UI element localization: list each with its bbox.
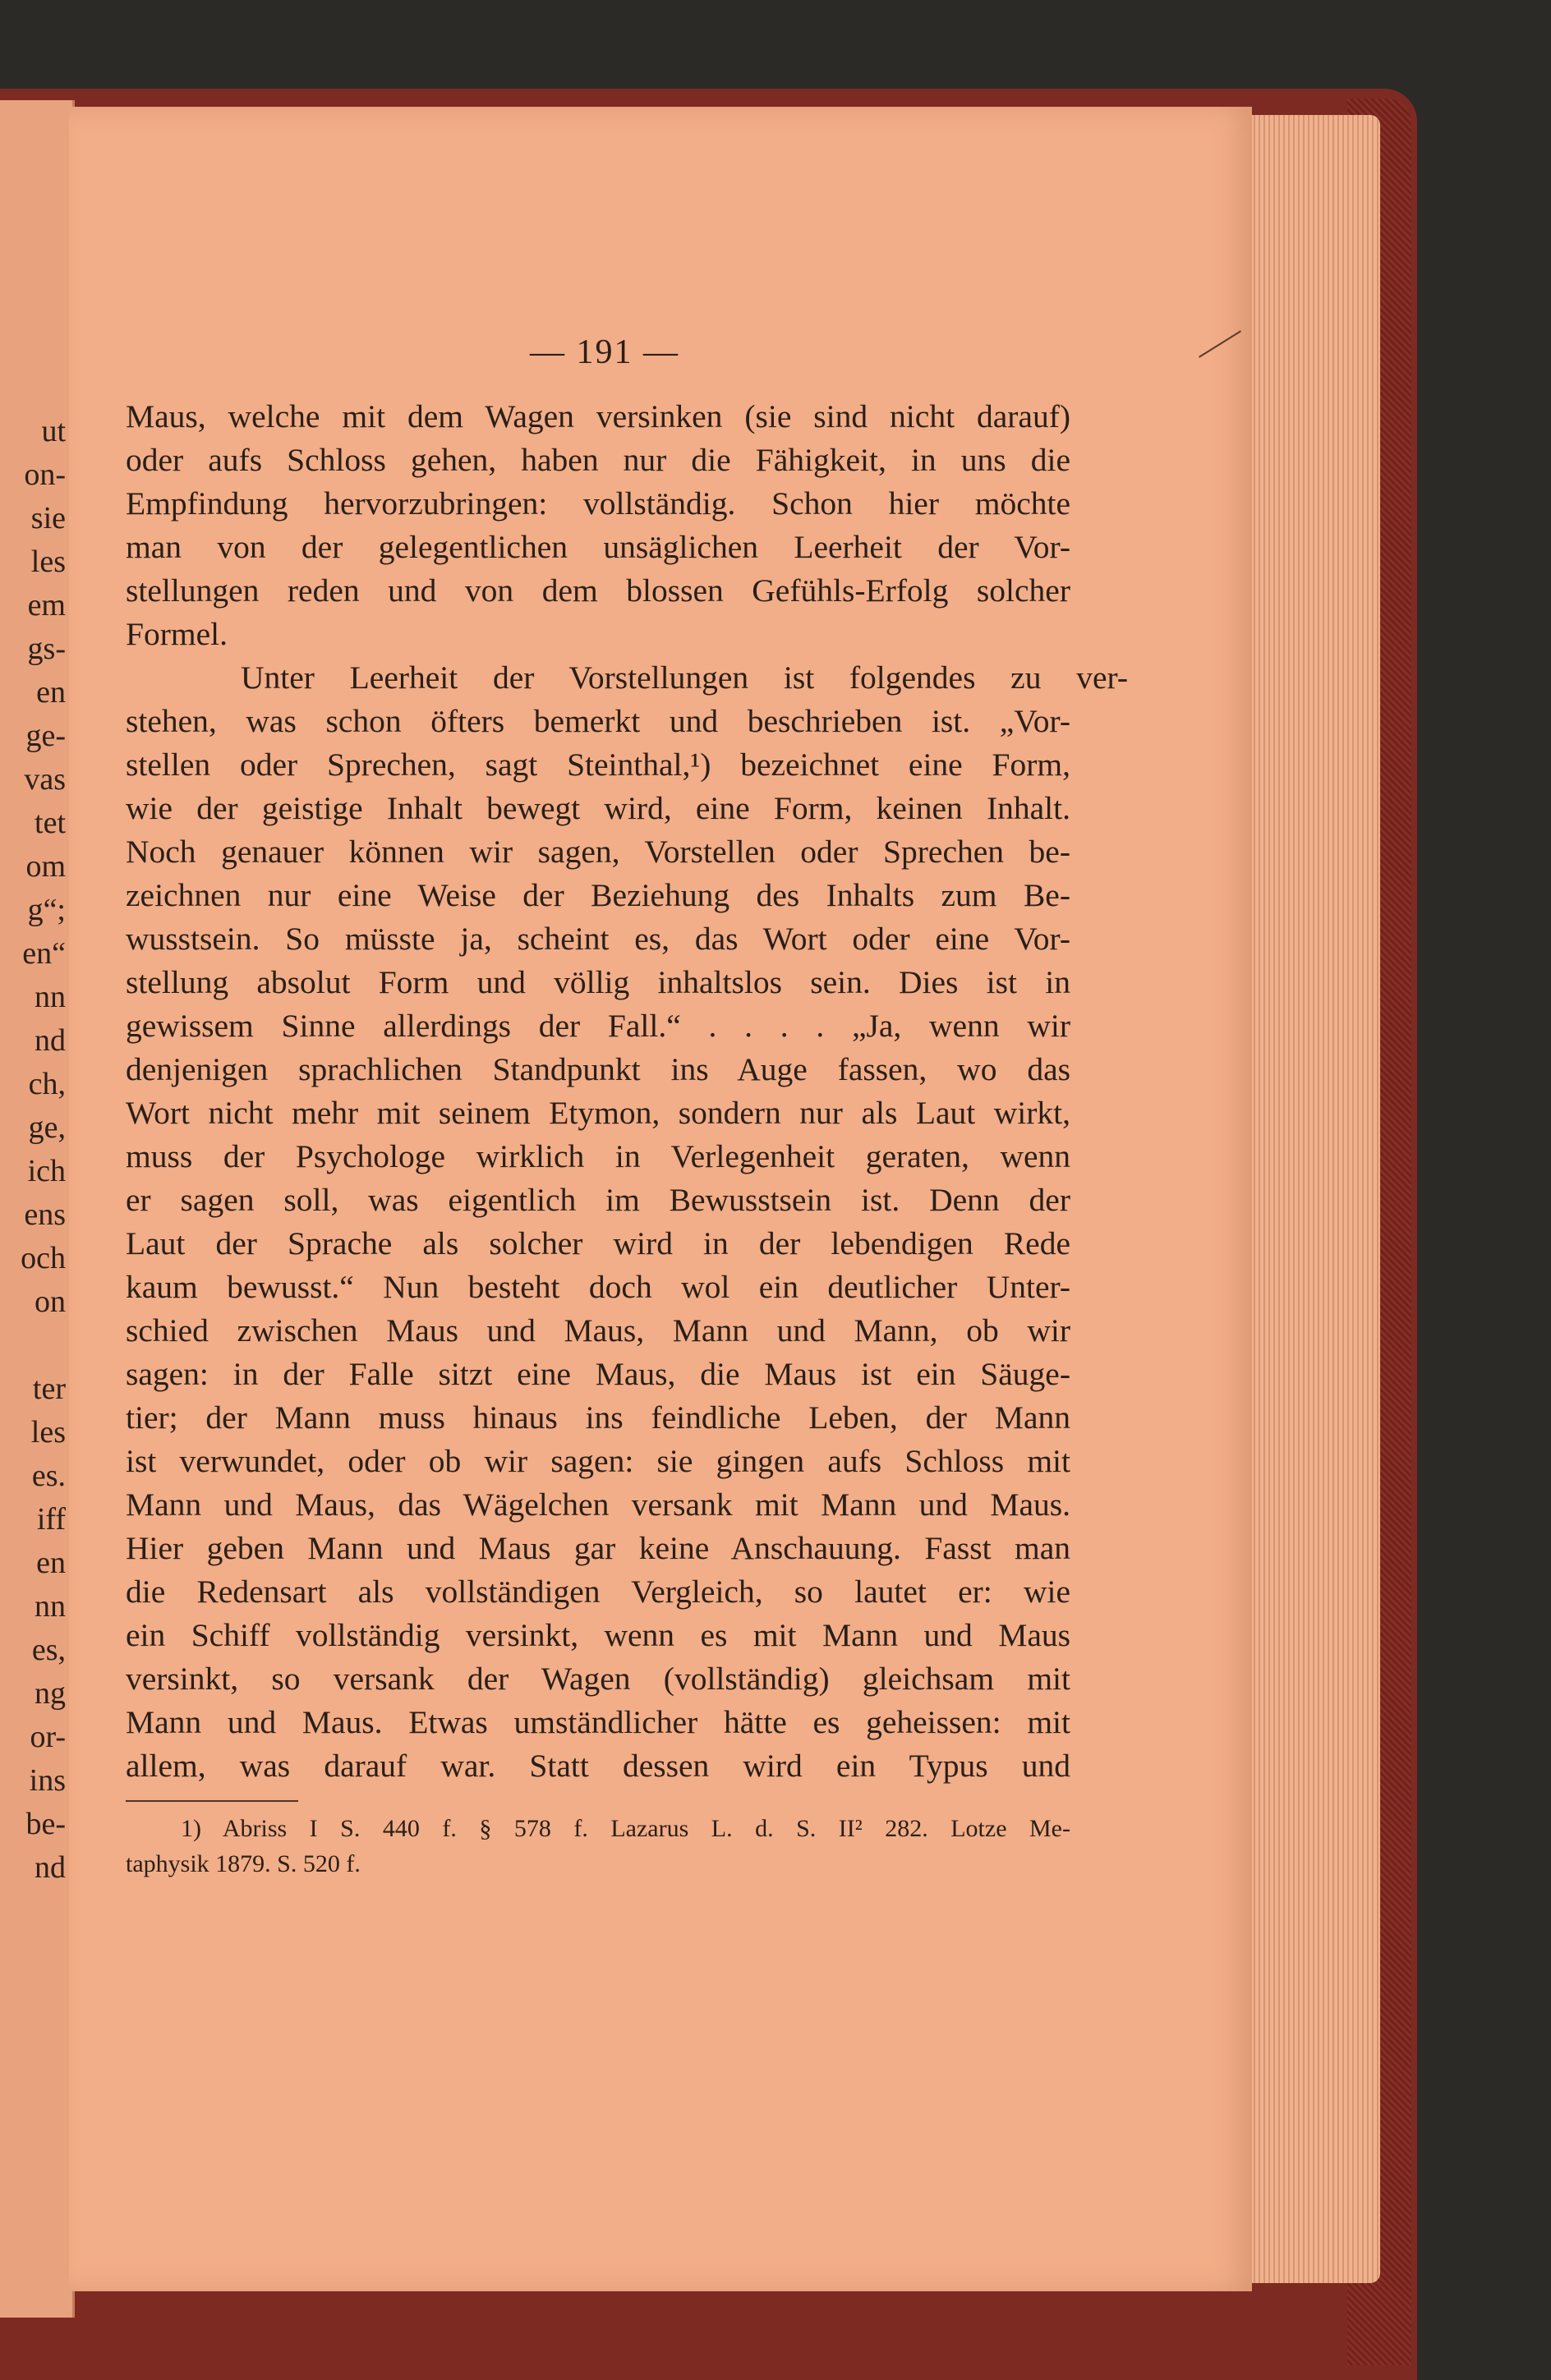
- text-line: Mann und Maus. Etwas umständlicher hätte es geheissen: mit: [126, 1704, 1070, 1740]
- left-page-fragment: ich: [27, 1154, 66, 1188]
- text-line: zeichnen nur eine Weise der Beziehung des Inhalts zum Be-: [126, 877, 1070, 913]
- left-page-fragment: och: [21, 1241, 66, 1275]
- left-page-fragment: ch,: [28, 1067, 66, 1101]
- left-page-fragment: nd: [35, 1023, 66, 1058]
- left-page-fragment: on-: [24, 457, 66, 492]
- left-page-fragment: en: [36, 1546, 66, 1580]
- text-line: Formel.: [126, 616, 228, 652]
- text-line: sagen: in der Falle sitzt eine Maus, die Maus ist ein Säuge-: [126, 1356, 1070, 1392]
- left-page-fragment: be-: [25, 1807, 66, 1841]
- text-line: oder aufs Schloss gehen, haben nur die Fähigkeit, in uns die: [126, 442, 1070, 478]
- text-line: Hier geben Mann und Maus gar keine Anschauung. Fasst man: [126, 1530, 1070, 1566]
- left-page-fragment: ut: [41, 414, 66, 448]
- left-page-margin: [0, 100, 75, 2318]
- left-page-fragment: ng: [35, 1676, 66, 1711]
- text-line: kaum bewusst.“ Nun besteht doch wol ein deutlicher Unter-: [126, 1269, 1070, 1305]
- text-line: allem, was darauf war. Statt dessen wird ein Typus und: [126, 1748, 1070, 1784]
- text-line: tier; der Mann muss hinaus ins feindliche Leben, der Mann: [126, 1399, 1070, 1436]
- text-line: ein Schiff vollständig versinkt, wenn es mit Mann und Maus: [126, 1617, 1070, 1653]
- text-line: stellungen reden und von dem blossen Gefühls-Erfolg solcher: [126, 572, 1070, 609]
- text-line: Mann und Maus, das Wägelchen versank mit Mann und Maus.: [126, 1486, 1070, 1523]
- text-line: gewissem Sinne allerdings der Fall.“ . . . . „Ja, wenn wir: [126, 1008, 1070, 1044]
- text-line: Noch genauer können wir sagen, Vorstellen oder Sprechen be-: [126, 834, 1070, 870]
- text-line: stellung absolut Form und völlig inhaltslos sein. Dies ist in: [126, 964, 1070, 1000]
- left-page-fragment: iff: [36, 1502, 66, 1537]
- left-page-fragment: en: [36, 675, 66, 710]
- left-page-fragment: nn: [35, 1589, 66, 1624]
- left-page-fragment: g“;: [27, 893, 66, 927]
- text-line: Empfindung hervorzubringen: vollständig. Schon hier möchte: [126, 485, 1070, 521]
- left-page-fragment: es,: [31, 1633, 66, 1667]
- page-stack-edges: [1240, 115, 1380, 2283]
- text-line: schied zwischen Maus und Maus, Mann und Mann, ob wir: [126, 1312, 1070, 1349]
- text-line: man von der gelegentlichen unsäglichen Leerheit der Vor-: [126, 529, 1070, 565]
- text-line: er sagen soll, was eigentlich im Bewusstsein ist. Denn der: [126, 1182, 1070, 1218]
- left-page-fragment: ens: [24, 1197, 66, 1232]
- left-page-fragment: ge,: [28, 1110, 66, 1145]
- footnote-line: 1) Abriss I S. 440 f. § 578 f. Lazarus L. d. S. II² 282. Lotze Me-: [181, 1815, 1070, 1842]
- left-page-fragment: gs-: [27, 632, 66, 666]
- text-line: die Redensart als vollständigen Vergleich, so lautet er: wie: [126, 1574, 1070, 1610]
- text-line: denjenigen sprachlichen Standpunkt ins Auge fassen, wo das: [126, 1051, 1070, 1087]
- left-page-fragment: les: [30, 544, 66, 579]
- text-line: ist verwundet, oder ob wir sagen: sie gingen aufs Schloss mit: [126, 1443, 1070, 1479]
- footnote-rule: [126, 1800, 298, 1802]
- text-line: Maus, welche mit dem Wagen versinken (sie sind nicht darauf): [126, 398, 1070, 434]
- text-line: Laut der Sprache als solcher wird in der lebendigen Rede: [126, 1225, 1070, 1261]
- left-page-fragment: em: [27, 588, 66, 623]
- left-page-fragment: or-: [30, 1720, 66, 1754]
- left-page-fragment: nd: [35, 1850, 66, 1885]
- left-page-fragment: tet: [35, 806, 66, 840]
- left-page-fragment: ins: [29, 1763, 66, 1798]
- text-line: versinkt, so versank der Wagen (vollständig) gleichsam mit: [126, 1661, 1070, 1697]
- left-page-fragment: om: [25, 849, 66, 884]
- text-line: muss der Psychologe wirklich in Verlegenheit geraten, wenn: [126, 1138, 1070, 1174]
- text-line: stellen oder Sprechen, sagt Steinthal,¹) bezeichnet eine Form,: [126, 747, 1070, 783]
- left-page-fragment: es.: [31, 1459, 66, 1493]
- left-page-fragment: nn: [35, 980, 66, 1014]
- text-line: wie der geistige Inhalt bewegt wird, eine Form, keinen Inhalt.: [126, 790, 1070, 826]
- left-page-fragment: vas: [24, 762, 66, 797]
- left-page-fragment: ter: [32, 1371, 66, 1406]
- left-page-fragment: sie: [30, 501, 66, 535]
- text-line: Unter Leerheit der Vorstellungen ist folgendes zu ver-: [241, 659, 1128, 696]
- left-page-fragment: ge-: [25, 719, 66, 753]
- text-line: stehen, was schon öfters bemerkt und beschrieben ist. „Vor-: [126, 703, 1070, 739]
- left-page-fragment: on: [35, 1284, 66, 1319]
- page-number: — 191 —: [530, 333, 679, 371]
- footnote-line: taphysik 1879. S. 520 f.: [126, 1850, 361, 1877]
- text-line: wusstsein. So müsste ja, scheint es, das Wort oder eine Vor-: [126, 921, 1070, 957]
- text-line: Wort nicht mehr mit seinem Etymon, sondern nur als Laut wirkt,: [126, 1095, 1070, 1131]
- left-page-fragment: en“: [22, 936, 66, 971]
- left-page-fragment: les: [30, 1415, 66, 1450]
